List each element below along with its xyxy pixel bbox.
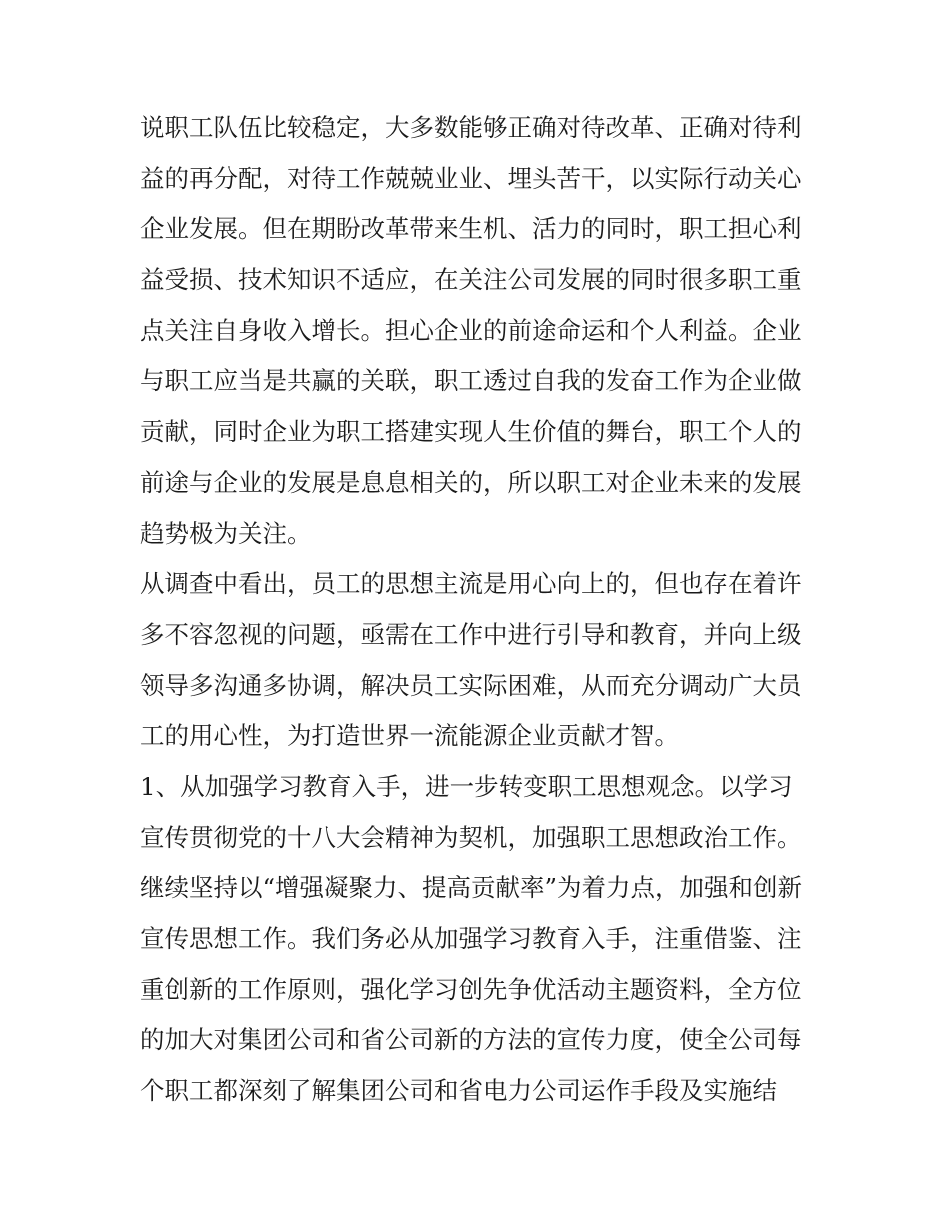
text-line: 与职工应当是共赢的关联，职工透过自我的发奋工作为企业做: [140, 366, 802, 396]
text-line: 重创新的工作原则，强化学习创先争优活动主题资料，全方位: [140, 974, 802, 1004]
text-line: 前途与企业的发展是息息相关的，所以职工对企业未来的发展: [140, 467, 802, 497]
text-line: 宣传贯彻党的十八大会精神为契机，加强职工思想政治工作。: [140, 822, 802, 852]
text-line: 继续坚持以“增强凝聚力、提高贡献率”为着力点，加强和创新: [140, 873, 803, 903]
text-line: 宣传思想工作。我们务必从加强学习教育入手，注重借鉴、注: [140, 924, 802, 953]
text-line: 从调查中看出，员工的思想主流是用心向上的，但也存在着许: [140, 569, 802, 599]
text-line: 企业发展。但在期盼改革带来生机、活力的同时，职工担心利: [140, 214, 802, 244]
text-line: 贡献，同时企业为职工搭建实现人生价值的舞台，职工个人的: [140, 417, 802, 447]
text-line: 领导多沟通多协调，解决员工实际困难，从而充分调动广大员: [140, 670, 802, 700]
text-line: 工的用心性，为打造世界一流能源企业贡献才智。: [140, 721, 679, 751]
text-line: 1、从加强学习教育入手，进一步转变职工思想观念。以学习: [140, 771, 793, 801]
text-line: 益受损、技术知识不适应，在关注公司发展的同时很多职工重: [140, 265, 802, 295]
text-line: 多不容忽视的问题，亟需在工作中进行引导和教育，并向上级: [140, 619, 802, 649]
text-line: 说职工队伍比较稳定，大多数能够正确对待改革、正确对待利: [140, 113, 802, 142]
text-line: 点关注自身收入增长。担心企业的前途命运和个人利益。企业: [140, 315, 802, 345]
text-line: 的加大对集团公司和省公司新的方法的宣传力度，使全公司每: [140, 1025, 802, 1055]
text-line: 趋势极为关注。: [140, 518, 312, 548]
text-line: 益的再分配，对待工作兢兢业业、埋头苦干，以实际行动关心: [140, 163, 802, 193]
text-line: 个职工都深刻了解集团公司和省电力公司运作手段及实施结: [140, 1076, 777, 1106]
document-body: [140, 103, 820, 1117]
